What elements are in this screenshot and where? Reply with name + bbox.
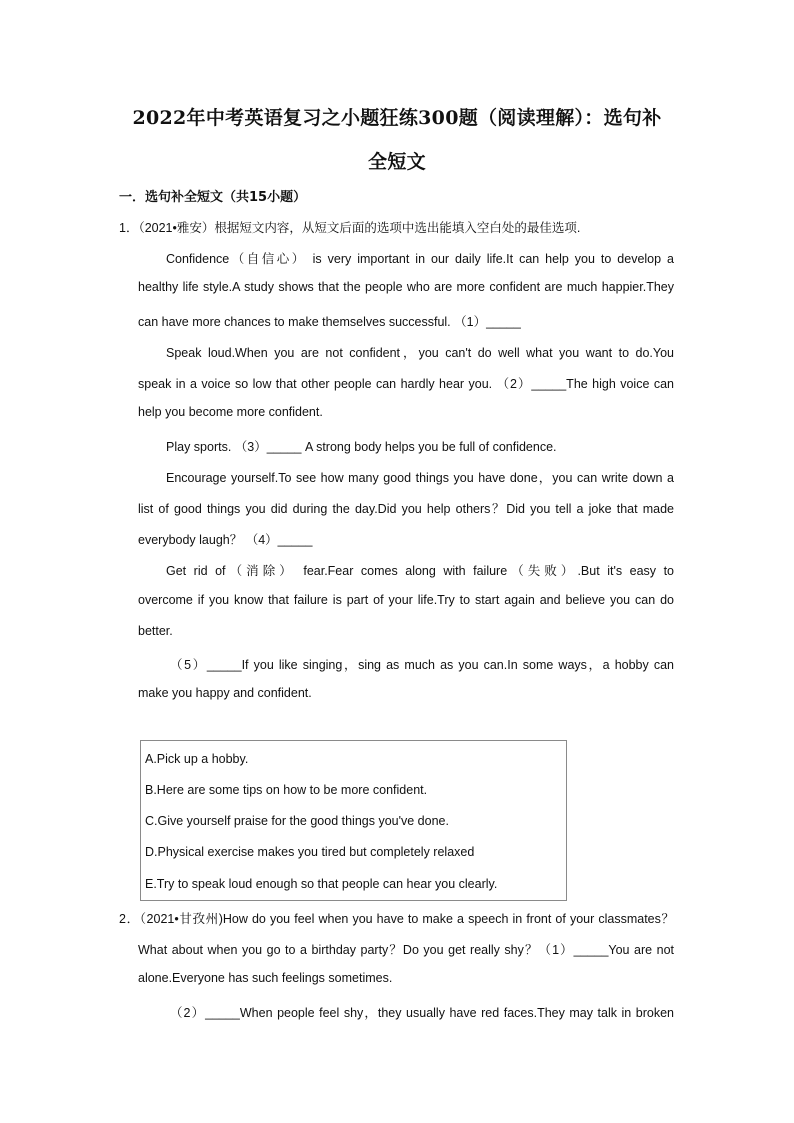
option-e: E.Try to speak loud enough so that people can hear you clearly. [145, 877, 498, 891]
passage-line: Confidence（自信心） is very important in our daily life.It can help you to develop a [166, 252, 674, 266]
passage-line: alone.Everyone has such feelings sometimes. [138, 971, 393, 985]
passage-line: Get rid of（消除） fear.Fear comes along with failure（失败）.But it's easy to [166, 564, 674, 578]
passage-line: list of good things you did during the day.Did you help others？Did you tell a joke that made [138, 502, 674, 516]
option-d: D.Physical exercise makes you tired but completely relaxed [145, 845, 475, 859]
passage-line: better. [138, 624, 173, 638]
title-line-1: 2022年中考英语复习之小题狂练300题（阅读理解）：选句补 [132, 107, 662, 129]
passage-line: Speak loud.When you are not confident，you can't do well what you want to do.You [166, 346, 674, 360]
passage-line: help you become more confident. [138, 405, 323, 419]
option-a: A.Pick up a hobby. [145, 752, 249, 766]
passage-line: speak in a voice so low that other people can hardly hear you. （2）_____The high voice can [138, 377, 674, 391]
question-1-header: 1．（2021•雅安）根据短文内容，从短文后面的选项中选出能填入空白处的最佳选项. [119, 221, 581, 235]
passage-line: can have more chances to make themselves successful. （1）_____ [138, 315, 521, 329]
passage-line: Encourage yourself.To see how many good things you have done，you can write down a [166, 471, 674, 485]
section-heading: 一．选句补全短文（共15小题） [119, 190, 307, 205]
option-c: C.Give yourself praise for the good things you've done. [145, 814, 449, 828]
passage-line: （5）_____If you like singing，sing as much as you can.In some ways，a hobby can [170, 658, 674, 672]
options-box [140, 740, 567, 901]
passage-line: overcome if you know that failure is part of your life.Try to start again and believe you can do [138, 593, 674, 607]
option-b: B.Here are some tips on how to be more confident. [145, 783, 428, 797]
passage-line: What about when you go to a birthday party？Do you get really shy？（1）_____You are not [138, 943, 674, 957]
passage-line: make you happy and confident. [138, 686, 312, 700]
passage-line: （2）_____When people feel shy，they usually have red faces.They may talk in broken [170, 1006, 674, 1020]
passage-line: everybody laugh？ （4）_____ [138, 533, 313, 547]
passage-line: Play sports. （3）_____ A strong body helps you be full of confidence. [166, 440, 557, 454]
title-line-2: 全短文 [368, 151, 426, 173]
question-2-header: 2．（2021•甘孜州)How do you feel when you have to make a speech in front of your classmates？ [119, 912, 674, 926]
passage-line: healthy life style.A study shows that the people who are more confident are much happier.They [138, 280, 674, 294]
document-title [110, 96, 684, 184]
